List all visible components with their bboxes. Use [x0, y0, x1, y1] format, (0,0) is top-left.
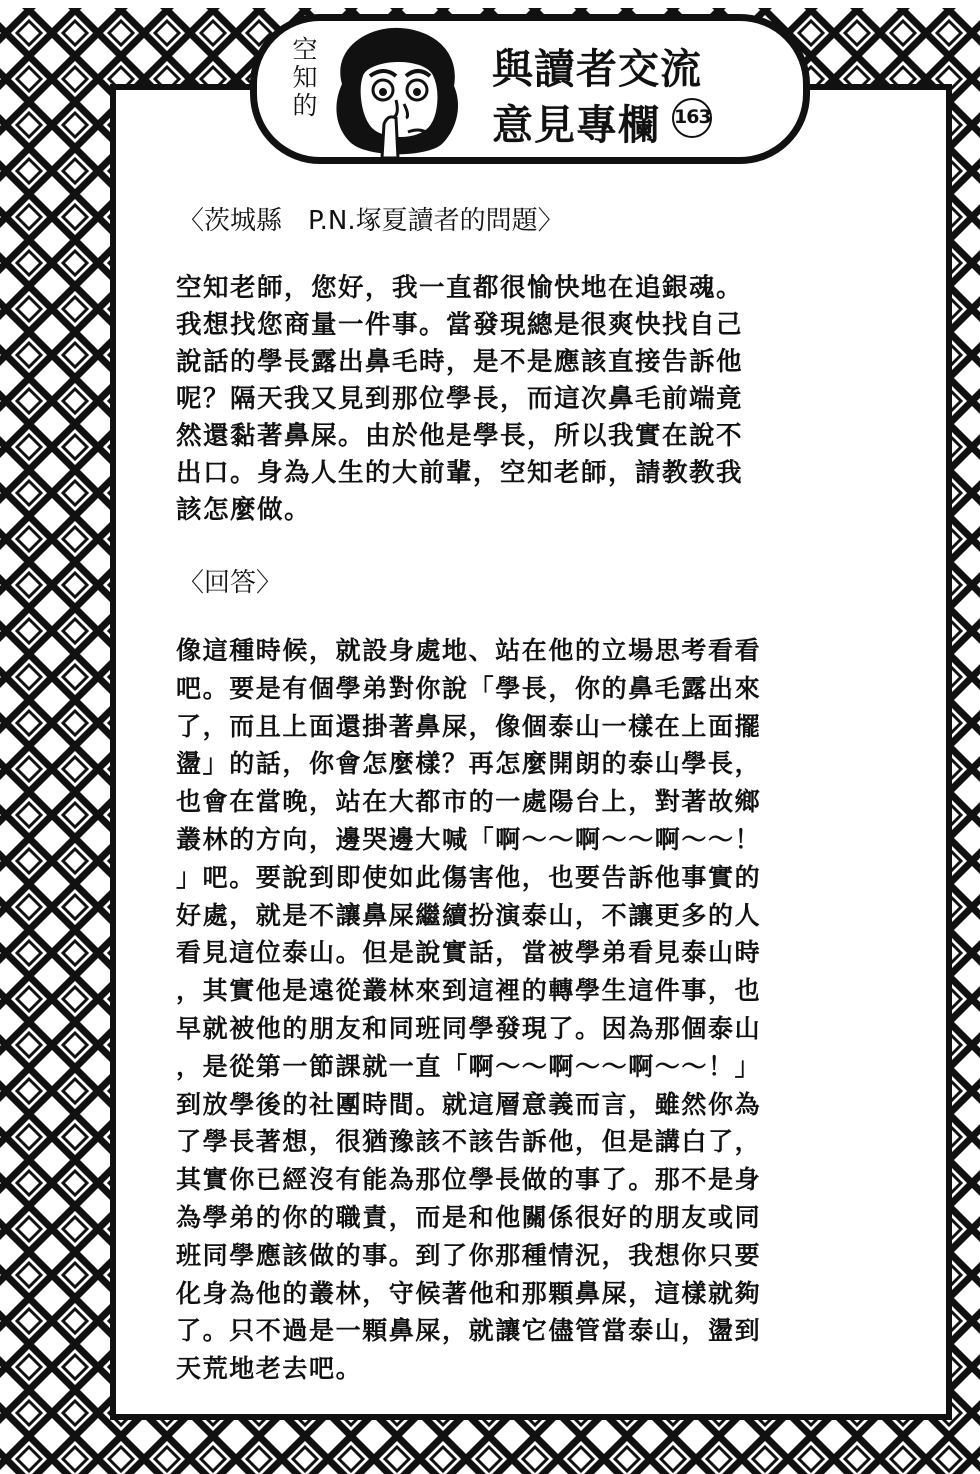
header-vertical-label: 空 知 的	[292, 35, 318, 120]
answer-header: 〈回答〉	[178, 568, 283, 598]
mascot-face-icon	[322, 24, 472, 160]
answer-body: 像這種時候，就設身處地、站在他的立場思考看看 吧。要是有個學弟對你說「學長，你的鼻毛露出來 了，而且上面還掛著鼻屎，像個泰山一樣在上面擺 盪」的話，你會怎麼樣？再怎麼開朗的泰山學長， 也會在當晚，站在大都市的一處陽台上，對著故鄉 叢林的方向，邊哭邊大喊「啊～～啊～～啊～～！ 」吧。要說到即使如此傷害他，也要告訴他事實的 好處，就是不讓鼻屎繼續扮演泰山，不讓更多的人 看見這位泰山。但是說實話，當被學弟看見泰山時 ，其實他是遠從叢林來到這裡的轉學生這件事，也 早就被他的朋友和同班同學發現了。因為那個泰山 ，是從第一節課就一直「啊～～啊～～啊～～！」 到放學後的社團時間。就這層意義而言，雖然你為 了學長著想，很猶豫該不該告訴他，但是講白了， 其實你已經沒有能為那位學長做的事了。那不是身 為學弟的你的職責，而是和他關係很好的朋友或同 班同學應該做的事。到了你那種情況，我想你只要 化身為他的叢林，守候著他和那顆鼻屎，這樣就夠 了。只不過是一顆鼻屎，就讓它儘管當泰山，盪到 天荒地老去吧。	[176, 636, 762, 1384]
column-title-line2: 意見專欄	[492, 101, 660, 149]
question-body: 空知老師，您好，我一直都很愉快地在追銀魂。 我想找您商量一件事。當發現總是很爽快找自己 說話的學長露出鼻毛時，是不是應該直接告訴他 呢？隔天我又見到那位學長，而這次鼻毛前端竟 然還黏著鼻屎。由於他是學長，所以我實在說不 出口。身為人生的大前輩，空知老師，請教教我 該怎麼做。	[176, 273, 744, 525]
issue-number-badge: 163	[672, 98, 712, 138]
column-title-line1: 與讀者交流	[492, 45, 702, 93]
question-header: 〈茨城縣 P.N.塚夏讀者的問題〉	[178, 206, 564, 236]
